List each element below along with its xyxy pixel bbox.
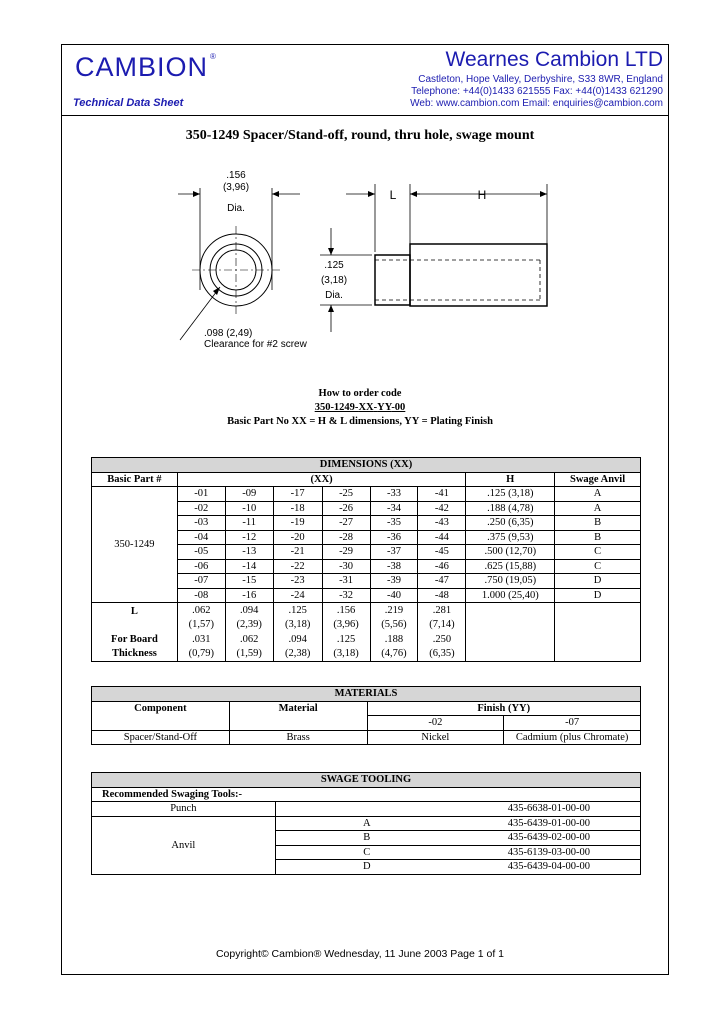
xx-code: -22	[273, 559, 322, 574]
hole-note: Clearance for #2 screw	[204, 339, 307, 350]
l-in-2: .125	[273, 603, 322, 618]
xx-code: -45	[418, 545, 466, 560]
finish-code-02: -02	[367, 716, 504, 731]
h-value: .625 (15,88)	[466, 559, 555, 574]
side-dia-in: .125	[324, 260, 344, 271]
col-h: H	[466, 472, 555, 487]
xx-code: -40	[370, 588, 418, 603]
h-value: .500 (12,70)	[466, 545, 555, 560]
xx-code: -14	[225, 559, 273, 574]
anvil-value: A	[555, 501, 641, 516]
end-view	[178, 170, 308, 350]
t-in-4: .188	[370, 632, 418, 647]
anvil-value: C	[555, 559, 641, 574]
anvil-part: 435-6139-03-00-00	[458, 845, 641, 860]
anvil-code: C	[275, 845, 458, 860]
t-mm-4: (4,76)	[370, 647, 418, 662]
xx-code: -25	[322, 487, 370, 502]
l-mm-2: (3,18)	[273, 617, 322, 632]
h-value: .375 (9,53)	[466, 530, 555, 545]
xx-code: -37	[370, 545, 418, 560]
h-value: .125 (3,18)	[466, 487, 555, 502]
material-value: Brass	[229, 730, 367, 745]
col-basic-part: Basic Part #	[92, 472, 178, 487]
l-in-4: .219	[370, 603, 418, 618]
h-value: .188 (4,78)	[466, 501, 555, 516]
t-mm-0: (0,79)	[177, 647, 225, 662]
xx-code: -46	[418, 559, 466, 574]
finish-02-value: Nickel	[367, 730, 504, 745]
col-component: Component	[92, 701, 230, 730]
xx-code: -12	[225, 530, 273, 545]
xx-code: -10	[225, 501, 273, 516]
l-mm-0: (1,57)	[177, 617, 225, 632]
finish-07-value: Cadmium (plus Chromate)	[504, 730, 641, 745]
order-explain: Basic Part No XX = H & L dimensions, YY = Plating Finish	[227, 416, 493, 427]
doc-type: Technical Data Sheet	[73, 97, 184, 109]
t-in-3: .125	[322, 632, 370, 647]
xx-code: -21	[273, 545, 322, 560]
xx-code: -26	[322, 501, 370, 516]
tooling-table	[91, 772, 641, 875]
anvil-part: 435-6439-01-00-00	[458, 816, 641, 831]
side-dia-label: Dia.	[325, 290, 343, 301]
anvil-value: A	[555, 487, 641, 502]
xx-code: -43	[418, 516, 466, 531]
basic-part-number: 350-1249	[92, 487, 178, 603]
brand-logo: CAMBION ®	[75, 52, 217, 82]
xx-code: -48	[418, 588, 466, 603]
l-in-0: .062	[177, 603, 225, 618]
xx-code: -32	[322, 588, 370, 603]
materials-heading: MATERIALS	[92, 687, 641, 702]
col-finish: Finish (YY)	[367, 701, 640, 716]
anvil-value: B	[555, 516, 641, 531]
l-in-5: .281	[418, 603, 466, 618]
xx-code: -13	[225, 545, 273, 560]
xx-code: -34	[370, 501, 418, 516]
xx-code: -08	[177, 588, 225, 603]
anvil-value: B	[555, 530, 641, 545]
anvil-label: Anvil	[92, 816, 276, 874]
l-mm-3: (3,96)	[322, 617, 370, 632]
side-view	[320, 184, 547, 332]
l-board-label: L For Board Thickness	[92, 603, 178, 662]
xx-code: -19	[273, 516, 322, 531]
end-dia-mm: (3,96)	[222, 182, 250, 193]
t-in-0: .031	[177, 632, 225, 647]
punch-part: 435-6638-01-00-00	[458, 802, 641, 817]
anvil-code: D	[275, 860, 458, 875]
xx-code: -01	[177, 487, 225, 502]
l-in-1: .094	[225, 603, 273, 618]
col-material: Material	[229, 701, 367, 730]
tooling-heading: SWAGE TOOLING	[92, 773, 641, 788]
end-dia-in: .156	[226, 170, 246, 181]
end-dia-label: Dia.	[227, 203, 245, 214]
anvil-value: D	[555, 574, 641, 589]
xx-code: -30	[322, 559, 370, 574]
anvil-code: A	[275, 816, 458, 831]
xx-code: -27	[322, 516, 370, 531]
xx-code: -33	[370, 487, 418, 502]
page-title: 350-1249 Spacer/Stand-off, round, thru hole, swage mount	[185, 128, 535, 143]
l-in-3: .156	[322, 603, 370, 618]
company-phone: Telephone: +44(0)1433 621555 Fax: +44(0)1433 621290	[411, 86, 663, 97]
anvil-part: 435-6439-04-00-00	[458, 860, 641, 875]
materials-table	[91, 686, 641, 745]
t-mm-3: (3,18)	[322, 647, 370, 662]
component-value: Spacer/Stand-Off	[92, 730, 230, 745]
xx-code: -16	[225, 588, 273, 603]
l-mm-1: (2,39)	[225, 617, 273, 632]
header	[61, 44, 669, 116]
part-drawing	[150, 160, 570, 360]
xx-code: -29	[322, 545, 370, 560]
anvil-value: D	[555, 588, 641, 603]
dimensions-heading: DIMENSIONS (XX)	[92, 458, 641, 473]
xx-code: -15	[225, 574, 273, 589]
xx-code: -24	[273, 588, 322, 603]
order-code: 350-1249-XX-YY-00	[314, 402, 406, 413]
table-row	[92, 487, 641, 502]
xx-code: -47	[418, 574, 466, 589]
punch-label: Punch	[92, 802, 276, 817]
col-xx: (XX)	[177, 472, 466, 487]
xx-code: -36	[370, 530, 418, 545]
xx-code: -41	[418, 487, 466, 502]
hole-dim: .098 (2,49)	[204, 328, 253, 339]
anvil-part: 435-6439-02-00-00	[458, 831, 641, 846]
h-value: .250 (6,35)	[466, 516, 555, 531]
dimensions-table	[91, 457, 641, 662]
xx-code: -42	[418, 501, 466, 516]
t-in-1: .062	[225, 632, 273, 647]
t-in-2: .094	[273, 632, 322, 647]
t-mm-1: (1,59)	[225, 647, 273, 662]
xx-code: -11	[225, 516, 273, 531]
recommended-label: Recommended Swaging Tools:-	[92, 787, 641, 802]
col-swage-anvil: Swage Anvil	[555, 472, 641, 487]
xx-code: -20	[273, 530, 322, 545]
xx-code: -39	[370, 574, 418, 589]
h-value: .750 (19,05)	[466, 574, 555, 589]
l-mm-4: (5,56)	[370, 617, 418, 632]
company-web: Web: www.cambion.com Email: enquiries@cambion.com	[410, 98, 663, 109]
anvil-code: B	[275, 831, 458, 846]
t-mm-2: (2,38)	[273, 647, 322, 662]
order-heading: How to order code	[318, 388, 402, 399]
company-name: Wearnes Cambion LTD	[445, 48, 663, 71]
t-mm-5: (6,35)	[418, 647, 466, 662]
l-label: L	[389, 188, 397, 202]
footer-copyright: Copyright© Cambion® Wednesday, 11 June 2003 Page 1 of 1	[215, 948, 505, 960]
xx-code: -28	[322, 530, 370, 545]
xx-code: -09	[225, 487, 273, 502]
side-dia-mm: (3,18)	[320, 275, 348, 286]
xx-code: -31	[322, 574, 370, 589]
xx-code: -03	[177, 516, 225, 531]
xx-code: -06	[177, 559, 225, 574]
finish-code-07: -07	[504, 716, 641, 731]
l-mm-5: (7,14)	[418, 617, 466, 632]
xx-code: -05	[177, 545, 225, 560]
h-value: 1.000 (25,40)	[466, 588, 555, 603]
h-label: H	[477, 188, 487, 202]
anvil-value: C	[555, 545, 641, 560]
xx-code: -38	[370, 559, 418, 574]
xx-code: -44	[418, 530, 466, 545]
xx-code: -07	[177, 574, 225, 589]
xx-code: -35	[370, 516, 418, 531]
xx-code: -02	[177, 501, 225, 516]
company-address: Castleton, Hope Valley, Derbyshire, S33 8WR, England	[418, 74, 663, 85]
xx-code: -04	[177, 530, 225, 545]
t-in-5: .250	[418, 632, 466, 647]
xx-code: -18	[273, 501, 322, 516]
xx-code: -23	[273, 574, 322, 589]
xx-code: -17	[273, 487, 322, 502]
